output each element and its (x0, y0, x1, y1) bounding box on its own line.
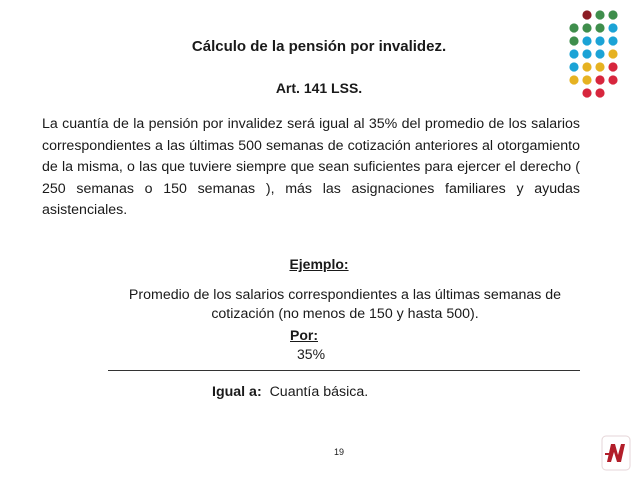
page-title-text: Cálculo de la pensión por invalidez. (191, 38, 447, 55)
article-reference: Art. 141 LSS. (275, 80, 363, 96)
decor-dot (569, 49, 578, 58)
decor-dot (595, 49, 604, 58)
page-number: 19 (333, 447, 344, 457)
result-value: Cuantía básica. (269, 384, 369, 400)
decor-dot (582, 23, 591, 32)
percent-value: 35% (297, 346, 326, 362)
decor-dot (608, 36, 617, 45)
decor-dot (582, 62, 591, 71)
example-body: Promedio de los salarios correspondientes a las últimas semanas de cotización (no menos de 150 y hasta 500). (128, 287, 562, 322)
decor-dot (595, 36, 604, 45)
result-line (212, 384, 368, 400)
decor-dot (595, 88, 604, 97)
decor-dot (582, 36, 591, 45)
decor-dot (582, 10, 591, 19)
decor-dot (582, 75, 591, 84)
example-label: Ejemplo: (289, 256, 349, 272)
decor-dot (569, 23, 578, 32)
decor-dot (595, 75, 604, 84)
decor-dot (569, 75, 578, 84)
divider-line (108, 370, 580, 371)
decor-dot (608, 75, 617, 84)
decor-dot (608, 62, 617, 71)
por-label: Por: (290, 327, 318, 343)
decor-dot (595, 62, 604, 71)
decor-dot (595, 23, 604, 32)
decor-dot (582, 88, 591, 97)
decor-dot (608, 23, 617, 32)
decor-dot (569, 62, 578, 71)
decor-dot (608, 49, 617, 58)
decor-dot (608, 10, 617, 19)
decor-dot (569, 36, 578, 45)
colored-dot-grid-icon (566, 8, 632, 108)
body-paragraph: La cuantía de la pensión por invalidez será igual al 35% del promedio de los salarios correspondientes a las últimas 500 semanas de cotización anteriores al otorgamiento de la misma, o las que tuviere siempre que sean suficientes para ejercer el derecho ( 250 semanas o 150 semanas ), más las asignaciones familiares y ayudas asistenciales. (42, 116, 580, 218)
decor-dot (582, 49, 591, 58)
result-label: Igual a: (212, 384, 262, 400)
page-title (0, 38, 638, 55)
decor-dot (595, 10, 604, 19)
n-monogram-logo-icon (600, 434, 632, 472)
